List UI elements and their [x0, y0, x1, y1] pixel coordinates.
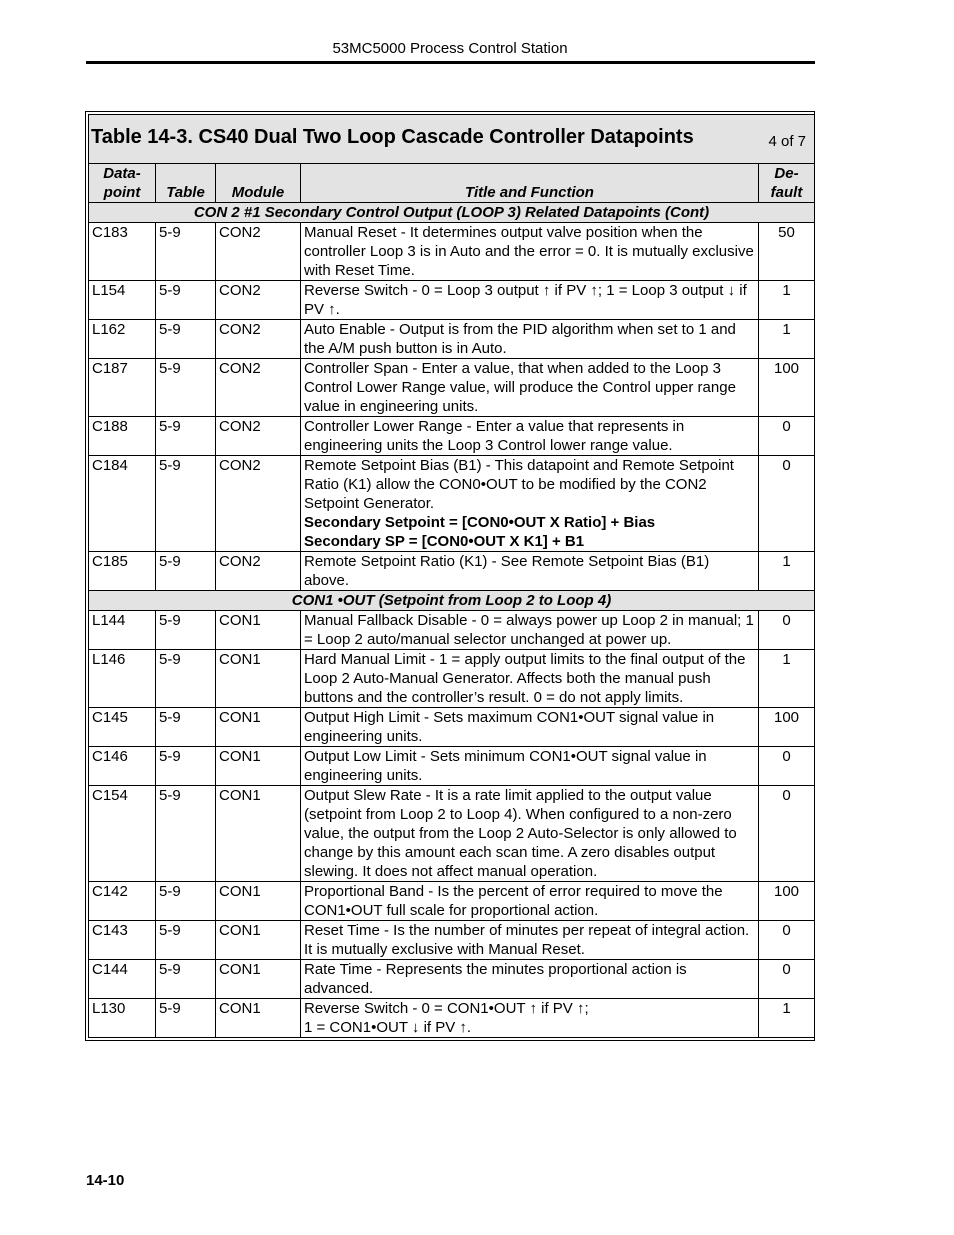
default-cell: 1	[759, 650, 815, 708]
table-ref-cell: 5-9	[156, 611, 216, 650]
module-cell: CON1	[216, 999, 301, 1038]
datapoint-cell: C184	[89, 456, 156, 552]
description-cell	[301, 611, 759, 650]
datapoint-cell: C187	[89, 359, 156, 417]
description-text: Hard Manual Limit - 1 = apply output limits to the final output of the Loop 2 Auto-Manual Generator. Affects both the manual push buttons and the controller’s result. 0 = do not apply limits.	[304, 651, 746, 706]
description-text: Rate Time - Represents the minutes proportional action is advanced.	[304, 961, 687, 997]
default-cell: 100	[759, 708, 815, 747]
module-cell: CON1	[216, 786, 301, 882]
default-cell: 0	[759, 921, 815, 960]
default-cell: 100	[759, 359, 815, 417]
description-line: 1 = CON1•OUT ↓ if PV ↑.	[304, 1019, 472, 1036]
datapoint-cell: L146	[89, 650, 156, 708]
description-cell	[301, 747, 759, 786]
default-cell: 1	[759, 552, 815, 591]
table-ref-cell: 5-9	[156, 552, 216, 591]
default-cell: 0	[759, 960, 815, 999]
description-text: Auto Enable - Output is from the PID algorithm when set to 1 and the A/M push button is in Auto.	[304, 321, 736, 357]
table-page-of: 4 of 7	[768, 132, 806, 150]
datapoint-cell: C154	[89, 786, 156, 882]
module-cell: CON1	[216, 650, 301, 708]
table-ref-cell: 5-9	[156, 456, 216, 552]
table-row	[89, 960, 815, 999]
description-text: Manual Reset - It determines output valve position when the controller Loop 3 is in Auto and the error = 0. It is mutually exclusive with Reset Time.	[304, 224, 754, 279]
table-row	[89, 882, 815, 921]
table-ref-cell: 5-9	[156, 320, 216, 359]
module-cell: CON2	[216, 281, 301, 320]
description-cell	[301, 456, 759, 552]
description-text: Output High Limit - Sets maximum CON1•OUT signal value in engineering units.	[304, 709, 715, 745]
description-cell	[301, 999, 759, 1038]
description-cell	[301, 882, 759, 921]
table-ref-cell: 5-9	[156, 281, 216, 320]
table-row	[89, 611, 815, 650]
description-cell	[301, 960, 759, 999]
table-row	[89, 552, 815, 591]
table-row	[89, 708, 815, 747]
table-ref-cell: 5-9	[156, 960, 216, 999]
header-rule	[86, 61, 815, 64]
formula-line: Secondary Setpoint = [CON0•OUT X Ratio] + Bias	[304, 514, 656, 531]
datapoint-cell: C183	[89, 223, 156, 281]
module-cell: CON2	[216, 223, 301, 281]
table-title-row	[89, 115, 815, 164]
description-text: Reverse Switch - 0 = Loop 3 output ↑ if PV ↑; 1 = Loop 3 output ↓ if PV ↑.	[304, 282, 747, 318]
default-cell: 0	[759, 611, 815, 650]
module-cell: CON1	[216, 747, 301, 786]
col-header-table: Table	[156, 164, 216, 203]
description-text: Output Low Limit - Sets minimum CON1•OUT signal value in engineering units.	[304, 748, 707, 784]
table-row	[89, 359, 815, 417]
table-ref-cell: 5-9	[156, 747, 216, 786]
description-cell	[301, 417, 759, 456]
table-ref-cell: 5-9	[156, 223, 216, 281]
datapoint-cell: L154	[89, 281, 156, 320]
table-ref-cell: 5-9	[156, 359, 216, 417]
default-cell: 0	[759, 456, 815, 552]
datapoints-table-frame	[85, 111, 815, 1041]
table-ref-cell: 5-9	[156, 786, 216, 882]
page-number: 14-10	[86, 1172, 125, 1189]
module-cell: CON2	[216, 552, 301, 591]
default-cell: 1	[759, 281, 815, 320]
default-cell: 100	[759, 882, 815, 921]
module-cell: CON2	[216, 359, 301, 417]
section-heading: CON 2 #1 Secondary Control Output (LOOP 3) Related Datapoints (Cont)	[89, 203, 815, 223]
datapoint-cell: C188	[89, 417, 156, 456]
description-text: Remote Setpoint Ratio (K1) - See Remote Setpoint Bias (B1) above.	[304, 553, 710, 589]
col-header-title-function: Title and Function	[301, 164, 759, 203]
datapoints-table	[88, 114, 815, 1038]
default-cell: 1	[759, 999, 815, 1038]
module-cell: CON1	[216, 921, 301, 960]
table-ref-cell: 5-9	[156, 999, 216, 1038]
table-row	[89, 223, 815, 281]
table-ref-cell: 5-9	[156, 417, 216, 456]
table-row	[89, 786, 815, 882]
default-cell: 0	[759, 417, 815, 456]
module-cell: CON1	[216, 882, 301, 921]
module-cell: CON1	[216, 960, 301, 999]
datapoint-cell: C185	[89, 552, 156, 591]
section-heading: CON1 •OUT (Setpoint from Loop 2 to Loop 4)	[89, 591, 815, 611]
module-cell: CON2	[216, 456, 301, 552]
datapoint-cell: C144	[89, 960, 156, 999]
default-cell: 0	[759, 747, 815, 786]
table-ref-cell: 5-9	[156, 708, 216, 747]
datapoint-cell: L130	[89, 999, 156, 1038]
table-row	[89, 417, 815, 456]
table-ref-cell: 5-9	[156, 882, 216, 921]
table-title: Table 14-3. CS40 Dual Two Loop Cascade Controller Datapoints	[91, 125, 694, 148]
datapoint-cell: L162	[89, 320, 156, 359]
col-header-datapoint: Data- point	[89, 164, 156, 203]
description-cell	[301, 650, 759, 708]
description-text: Output Slew Rate - It is a rate limit applied to the output value (setpoint from Loop 2 to Loop 4). When configured to a non-zero value, the output from the Loop 2 Auto-Selector is only allowed to change by this amount each scan time. A zero disables output slewing. It does not affect manual operation.	[304, 787, 737, 880]
description-cell	[301, 359, 759, 417]
table-row	[89, 650, 815, 708]
table-row	[89, 456, 815, 552]
description-cell	[301, 921, 759, 960]
table-ref-cell: 5-9	[156, 921, 216, 960]
description-text: Proportional Band - Is the percent of error required to move the CON1•OUT full scale for proportional action.	[304, 883, 723, 919]
description-cell	[301, 223, 759, 281]
description-cell	[301, 552, 759, 591]
section-heading-row	[89, 203, 815, 223]
formula-line: Secondary SP = [CON0•OUT X K1] + B1	[304, 533, 585, 550]
module-cell: CON1	[216, 611, 301, 650]
default-cell: 1	[759, 320, 815, 359]
default-cell: 50	[759, 223, 815, 281]
description-cell	[301, 281, 759, 320]
module-cell: CON2	[216, 320, 301, 359]
table-row	[89, 747, 815, 786]
description-text: Reverse Switch - 0 = CON1•OUT ↑ if PV ↑;	[304, 1000, 589, 1017]
col-header-module: Module	[216, 164, 301, 203]
datapoint-cell: L144	[89, 611, 156, 650]
column-header-row	[89, 164, 815, 203]
datapoint-cell: C142	[89, 882, 156, 921]
description-cell	[301, 708, 759, 747]
description-text: Manual Fallback Disable - 0 = always power up Loop 2 in manual; 1 = Loop 2 auto/manual selector unchanged at power up.	[304, 612, 754, 648]
datapoint-cell: C146	[89, 747, 156, 786]
module-cell: CON2	[216, 417, 301, 456]
section-heading-row	[89, 591, 815, 611]
table-row	[89, 281, 815, 320]
datapoint-cell: C143	[89, 921, 156, 960]
description-cell	[301, 786, 759, 882]
description-text: Remote Setpoint Bias (B1) - This datapoint and Remote Setpoint Ratio (K1) allow the CON0•OUT to be modified by the CON2 Setpoint Generator.	[304, 457, 734, 512]
module-cell: CON1	[216, 708, 301, 747]
running-header: 53MC5000 Process Control Station	[332, 40, 568, 57]
table-row	[89, 921, 815, 960]
default-cell: 0	[759, 786, 815, 882]
description-text: Reset Time - Is the number of minutes per repeat of integral action. It is mutually exclusive with Manual Reset.	[304, 922, 750, 958]
col-header-default: De- fault	[759, 164, 815, 203]
description-cell	[301, 320, 759, 359]
table-ref-cell: 5-9	[156, 650, 216, 708]
datapoint-cell: C145	[89, 708, 156, 747]
description-text: Controller Lower Range - Enter a value that represents in engineering units the Loop 3 Control lower range value.	[304, 418, 685, 454]
table-row	[89, 999, 815, 1038]
table-row	[89, 320, 815, 359]
description-text: Controller Span - Enter a value, that when added to the Loop 3 Control Lower Range value, will produce the Control upper range value in engineering units.	[304, 360, 736, 415]
